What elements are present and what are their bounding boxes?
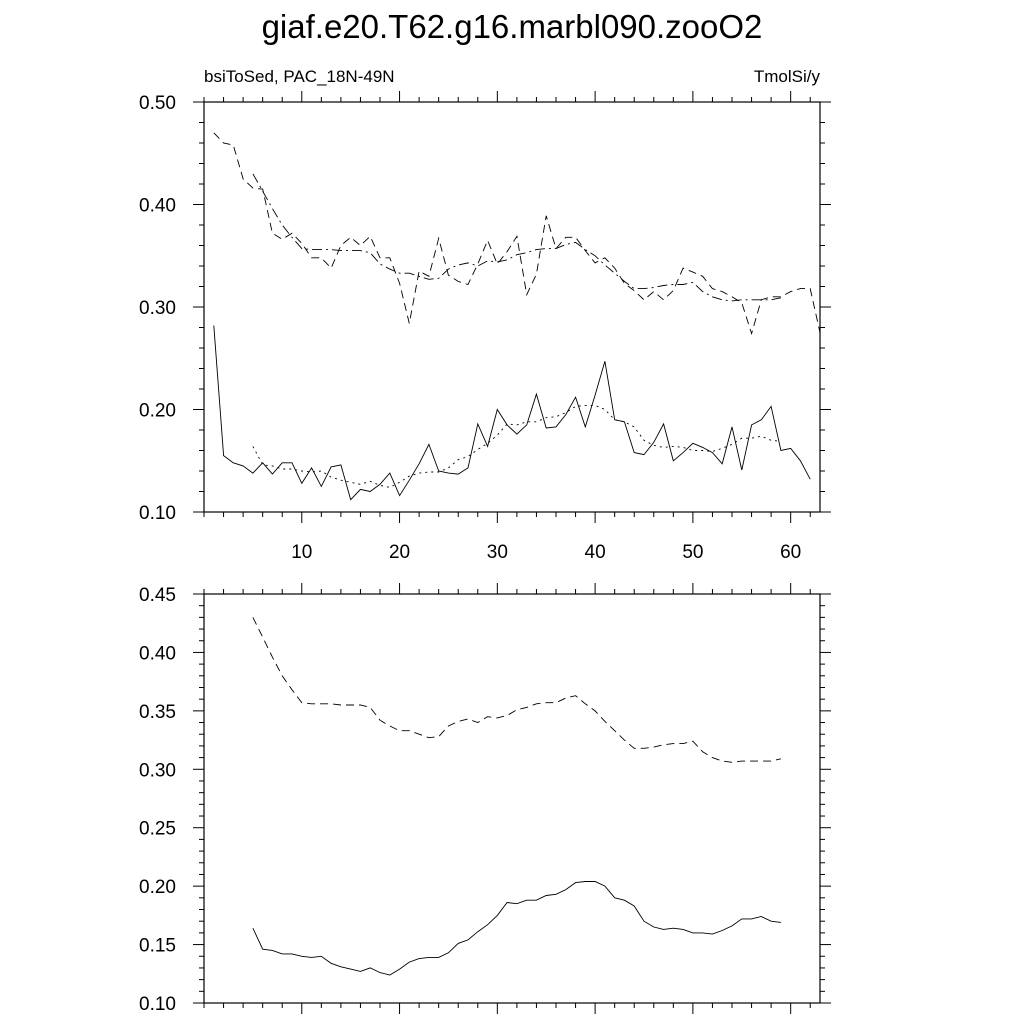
bottom-y-tick-label: 0.35 — [139, 701, 176, 723]
top-x-tick-label: 10 — [291, 542, 313, 563]
top-series-line-dashed — [214, 133, 820, 334]
top-y-tick-label: 0.10 — [139, 503, 176, 524]
bottom-y-tick-label: 0.30 — [139, 760, 176, 782]
top-plot-frame — [204, 102, 820, 512]
top-series-line-dotted — [253, 405, 781, 487]
chart-title: giaf.e20.T62.g16.marbl090.zooO2 — [261, 8, 763, 45]
bottom-series-line-solid — [253, 882, 781, 976]
top-panel — [139, 91, 831, 563]
top-y-tick-label: 0.30 — [139, 298, 176, 319]
top-y-tick-label: 0.50 — [139, 93, 176, 114]
top-x-tick-label: 50 — [682, 542, 704, 563]
bottom-panel — [139, 583, 831, 1015]
bottom-y-tick-label: 0.15 — [139, 935, 176, 957]
bottom-series-line-dashed — [253, 617, 781, 762]
chart-subtitle-left: bsiToSed, PAC_18N-49N — [204, 67, 395, 86]
bottom-y-tick-label: 0.45 — [139, 585, 176, 606]
top-y-tick-label: 0.40 — [139, 195, 176, 217]
top-x-tick-label: 40 — [584, 542, 606, 563]
top-y-tick-label: 0.20 — [139, 400, 176, 422]
bottom-y-tick-label: 0.20 — [139, 877, 176, 899]
bottom-y-tick-label: 0.25 — [139, 818, 176, 840]
bottom-y-tick-label: 0.10 — [139, 994, 176, 1015]
top-x-tick-label: 30 — [486, 542, 508, 563]
bottom-y-tick-label: 0.40 — [139, 643, 176, 665]
bottom-plot-frame — [204, 594, 820, 1003]
top-x-tick-label: 60 — [780, 542, 802, 563]
chart-units-label: TmolSi/y — [753, 67, 820, 86]
top-series-line-solid — [214, 326, 810, 500]
top-x-tick-label: 20 — [388, 542, 411, 563]
